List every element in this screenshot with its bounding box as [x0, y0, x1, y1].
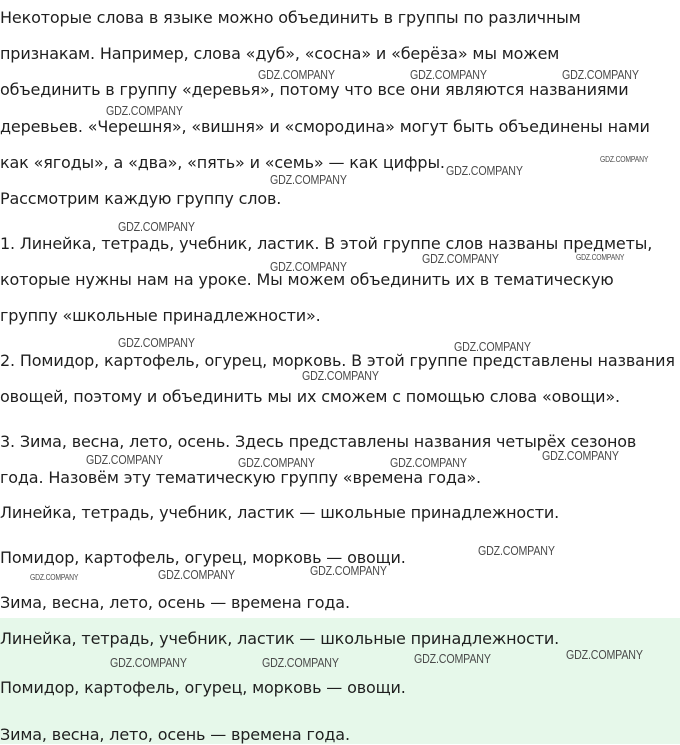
answer-line: Зима, весна, лето, осень — времена года. — [0, 725, 350, 744]
group-line: овощей, поэтому и объединить мы их сможем с помощью слова «овощи». — [0, 387, 620, 406]
watermark: GDZ.COMPANY — [258, 67, 335, 82]
watermark: GDZ.COMPANY — [270, 259, 347, 274]
intro-line: Рассмотрим каждую группу слов. — [0, 189, 282, 208]
watermark: GDZ.COMPANY — [576, 253, 625, 262]
watermark: GDZ.COMPANY — [110, 655, 187, 670]
summary-line: Линейка, тетрадь, учебник, ластик — школьные принадлежности. — [0, 503, 560, 522]
watermark: GDZ.COMPANY — [562, 67, 639, 82]
group-line: 1. Линейка, тетрадь, учебник, ластик. В этой группе слов названы предметы, — [0, 234, 653, 253]
answer-line: Линейка, тетрадь, учебник, ластик — школьные принадлежности. — [0, 629, 560, 648]
group-line: 2. Помидор, картофель, огурец, морковь. В этой группе представлены названия — [0, 351, 675, 370]
watermark: GDZ.COMPANY — [30, 573, 79, 582]
group-line: года. Назовём эту тематическую группу «времена года». — [0, 468, 481, 487]
intro-line: деревьев. «Черешня», «вишня» и «смородина» могут быть объединены нами — [0, 117, 650, 136]
intro-line: признакам. Например, слова «дуб», «сосна» и «берёза» мы можем — [0, 44, 560, 63]
group-line: которые нужны нам на уроке. Мы можем объединить их в тематическую — [0, 270, 614, 289]
watermark: GDZ.COMPANY — [310, 563, 387, 578]
intro-line: Некоторые слова в языке можно объединить в группы по различным — [0, 8, 581, 27]
watermark: GDZ.COMPANY — [390, 455, 467, 470]
summary-line: Помидор, картофель, огурец, морковь — овощи. — [0, 548, 406, 567]
watermark: GDZ.COMPANY — [414, 651, 491, 666]
intro-line: как «ягоды», а «два», «пять» и «семь» — как цифры. — [0, 153, 445, 172]
watermark: GDZ.COMPANY — [118, 219, 195, 234]
watermark: GDZ.COMPANY — [566, 647, 643, 662]
watermark: GDZ.COMPANY — [422, 251, 499, 266]
intro-line: объединить в группу «деревья», потому что все они являются названиями — [0, 80, 629, 99]
watermark: GDZ.COMPANY — [86, 452, 163, 467]
watermark: GDZ.COMPANY — [600, 155, 649, 164]
watermark: GDZ.COMPANY — [238, 455, 315, 470]
watermark: GDZ.COMPANY — [454, 339, 531, 354]
group-line: 3. Зима, весна, лето, осень. Здесь представлены названия четырёх сезонов — [0, 432, 637, 451]
watermark: GDZ.COMPANY — [446, 163, 523, 178]
watermark: GDZ.COMPANY — [478, 543, 555, 558]
watermark: GDZ.COMPANY — [118, 335, 195, 350]
watermark: GDZ.COMPANY — [302, 368, 379, 383]
answer-line: Помидор, картофель, огурец, морковь — овощи. — [0, 678, 406, 697]
watermark: GDZ.COMPANY — [270, 172, 347, 187]
summary-line: Зима, весна, лето, осень — времена года. — [0, 593, 350, 612]
watermark: GDZ.COMPANY — [158, 567, 235, 582]
group-line: группу «школьные принадлежности». — [0, 306, 321, 325]
watermark: GDZ.COMPANY — [542, 448, 619, 463]
watermark: GDZ.COMPANY — [410, 67, 487, 82]
watermark: GDZ.COMPANY — [262, 655, 339, 670]
watermark: GDZ.COMPANY — [106, 103, 183, 118]
